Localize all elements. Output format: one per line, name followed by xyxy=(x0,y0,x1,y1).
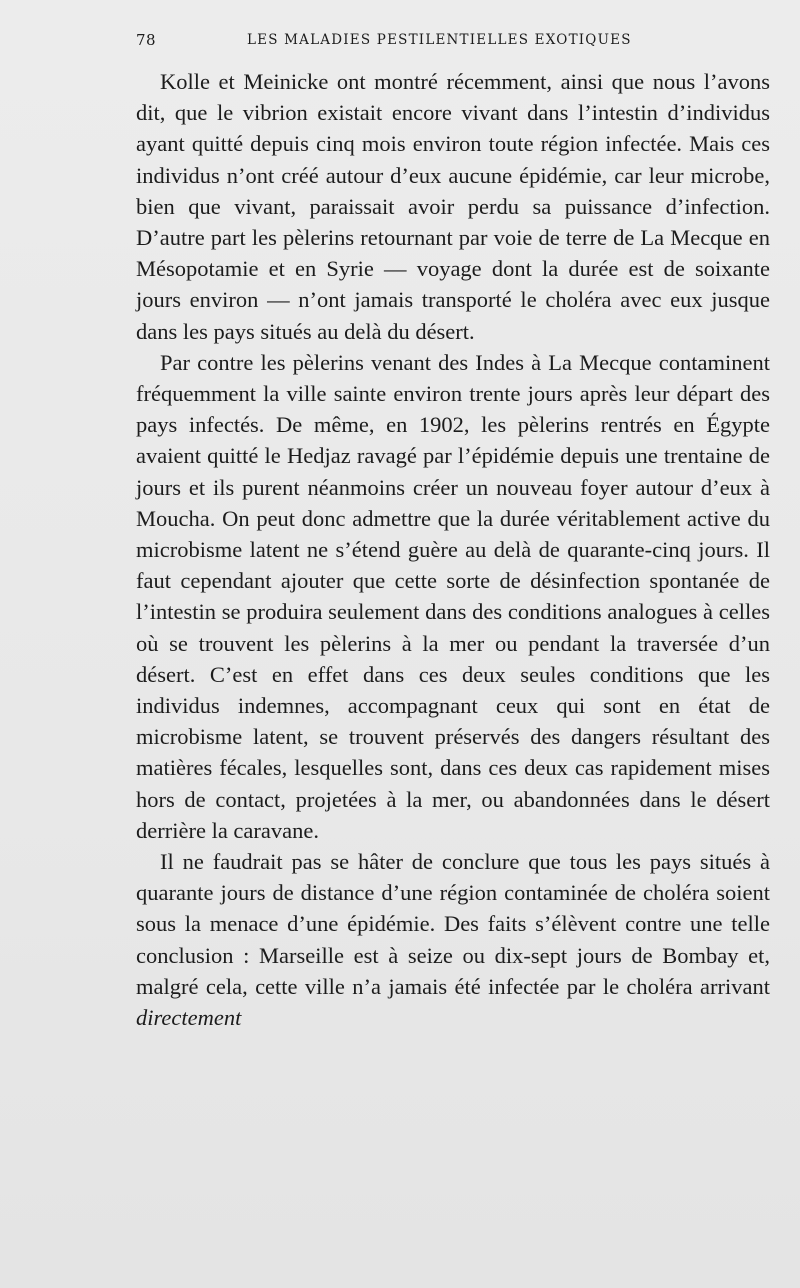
running-title: LES MALADIES PESTILENTIELLES EXOTIQUES xyxy=(247,32,632,48)
paragraph-3-italic-word: directement xyxy=(136,1005,242,1031)
paragraph-2: Par contre les pèlerins venant des Indes à La Mecque contaminent fréquemment la ville sainte environ trente jours après leur départ des pays infectés. De même, en 1902, les pèlerins rentrés en Égypte avaient quitté le Hedjaz ravagé par l’épidémie depuis une trentaine de jours et ils purent néanmoins créer un nouveau foyer autour d’eux à Moucha. On peut donc admettre que la durée véritablement active du microbisme latent ne s’étend guère au delà de quarante-cinq jours. Il faut cependant ajouter que cette sorte de désinfection spontanée de l’intestin se produira seulement dans des conditions analogues à celles où se trouvent les pèlerins à la mer ou pendant la traversée d’un désert. C’est en effet dans ces deux seules conditions que les individus indemnes, accompagnant ceux qui sont en état de microbisme latent, se trouvent préservés des dangers résultant des matières fécales, lesquelles sont, dans ces deux cas rapidement mises hors de contact, projetées à la mer, ou abandonnées dans le désert derrière la caravane. xyxy=(136,349,770,843)
paragraph-3 xyxy=(136,846,770,1033)
paragraph-3-text: Il ne faudrait pas se hâter de conclure que tous les pays situés à quarante jours de distance d’une région contaminée de choléra soient sous la menace d’une épidémie. Des faits s’élèvent contre une telle conclusion : Marseille est à seize ou dix-sept jours de Bombay et, malgré cela, cette ville n’a jamais été infectée par le choléra arrivant xyxy=(136,849,770,999)
running-head xyxy=(136,31,770,55)
paragraph-1: Kolle et Meinicke ont montré récemment, ainsi que nous l’avons dit, que le vibrion existait encore vivant dans l’intestin d’individus ayant quitté depuis cinq mois environ toute région infectée. Mais ces individus n’ont créé autour d’eux aucune épidémie, car leur microbe, bien que vivant, paraissait avoir perdu sa puissance d’infection. D’autre part les pèlerins retournant par voie de terre de La Mecque en Mésopotamie et en Syrie — voyage dont la durée est de soixante jours environ — n’ont jamais transporté le choléra avec eux jusque dans les pays situés au delà du désert. xyxy=(136,69,770,344)
body-text xyxy=(136,66,770,1033)
page-number: 78 xyxy=(136,31,157,49)
